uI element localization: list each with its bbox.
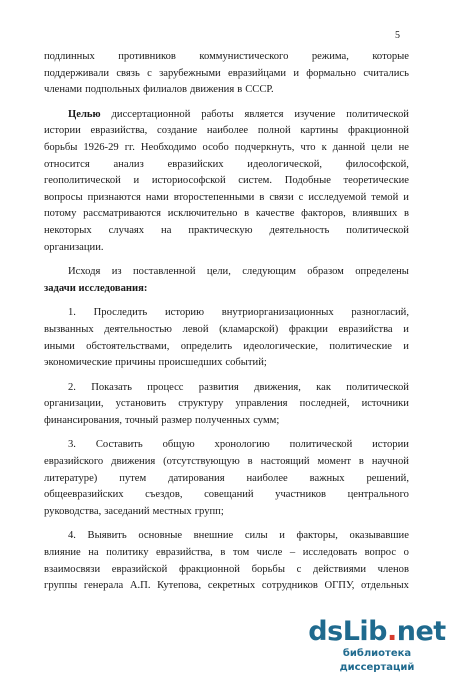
word: деятельность	[269, 224, 330, 236]
word: определить	[180, 340, 233, 352]
word: систем.	[238, 175, 273, 187]
watermark	[308, 616, 446, 673]
word: развития	[198, 381, 239, 393]
text-line	[44, 264, 409, 281]
word: филиалов	[143, 84, 188, 96]
word: местных	[152, 505, 192, 517]
word: вопросы	[44, 191, 83, 203]
word: подпольных	[85, 84, 141, 96]
word: Подобные	[284, 175, 331, 187]
word: момент	[317, 456, 352, 468]
word: внешние	[193, 530, 234, 542]
text-line	[44, 545, 409, 562]
word: образом	[307, 266, 344, 278]
word: 2.	[68, 381, 76, 393]
word: темой	[371, 191, 399, 203]
word: на	[161, 224, 172, 236]
word: признаются	[87, 191, 141, 203]
word: исследовать	[302, 547, 358, 559]
word: членов	[377, 563, 409, 575]
text-line	[44, 380, 409, 397]
word: противников	[118, 51, 176, 62]
word: настоящий	[260, 456, 310, 468]
word: и	[279, 530, 285, 542]
word: нами	[145, 191, 169, 203]
word: последней,	[299, 398, 350, 410]
word: что	[300, 141, 316, 153]
word: геополитической	[44, 175, 121, 187]
text-line	[44, 140, 409, 157]
text-line	[44, 123, 409, 140]
word: источники	[361, 398, 409, 410]
word: евразийства	[338, 323, 393, 335]
word: и	[403, 191, 409, 203]
word: событий;	[225, 357, 267, 369]
word: А.П.	[129, 580, 151, 592]
word: в	[358, 456, 364, 468]
word: философской,	[345, 158, 409, 170]
document-body	[44, 49, 409, 595]
word: факторов,	[301, 208, 346, 220]
word: борьбы	[44, 141, 78, 153]
word: к	[321, 141, 327, 153]
logo-dot: .	[386, 616, 397, 647]
word: 3.	[68, 439, 76, 451]
word: взаимосвязи	[44, 563, 101, 575]
word: путем	[119, 472, 147, 484]
word: на	[88, 547, 99, 559]
word: Кутепова,	[157, 580, 202, 592]
word: СССР.	[245, 84, 274, 96]
word: (кламарской)	[219, 323, 279, 335]
word: евразийства,	[90, 125, 148, 137]
word: цели	[371, 141, 393, 153]
text-line	[44, 504, 409, 521]
text-line	[44, 471, 409, 488]
word: участников	[275, 489, 327, 501]
word: наиболее	[206, 125, 249, 137]
word: Выявить	[87, 530, 127, 542]
word: сотрудников	[261, 580, 318, 592]
word: датирования	[168, 472, 225, 484]
word: секретных	[207, 580, 256, 592]
word: литературе)	[44, 472, 98, 484]
word: оказывавшие	[349, 530, 409, 542]
word: теоретические	[343, 175, 409, 187]
word: некоторых	[44, 224, 92, 236]
word: задачи исследования:	[44, 282, 148, 294]
word: борьбы	[251, 563, 285, 575]
text-line	[44, 305, 409, 322]
word: евразийских	[167, 158, 224, 170]
word: как	[316, 381, 331, 393]
word: о	[403, 547, 409, 559]
word: вопрос	[364, 547, 397, 559]
word: полной	[257, 125, 291, 137]
word: 4.	[68, 530, 76, 542]
text-line	[44, 281, 409, 298]
word: следующим	[242, 266, 296, 278]
word: анализ	[113, 158, 144, 170]
word: данной	[332, 141, 366, 153]
word: поставленной	[132, 266, 196, 278]
word: групп;	[194, 505, 224, 517]
word: историософской	[151, 175, 226, 187]
word: организации,	[44, 398, 104, 410]
word: второстепенными	[173, 191, 255, 203]
word: Проследить	[93, 307, 148, 319]
word: евразийства,	[156, 547, 213, 559]
word: структуру	[178, 398, 224, 410]
word: исключительно	[167, 208, 238, 220]
word: евразийского	[44, 456, 104, 468]
word: научной	[371, 456, 409, 468]
word: финансирования,	[44, 414, 122, 426]
word: подлинных	[44, 51, 95, 62]
word: и	[403, 323, 409, 335]
text-line	[44, 355, 409, 372]
word: политику	[106, 547, 149, 559]
word: установить	[115, 398, 167, 410]
word: движения	[111, 456, 156, 468]
word: создание	[157, 125, 198, 137]
word: цели,	[206, 266, 231, 278]
word: размер	[161, 414, 193, 426]
word: заседаний	[104, 505, 150, 517]
word: режима,	[311, 51, 349, 62]
word: членами	[44, 84, 83, 96]
word: вызванных	[44, 323, 94, 335]
word: действиями	[312, 563, 366, 575]
word: совещаний	[204, 489, 254, 501]
word: истории	[372, 439, 409, 451]
text-line	[44, 562, 409, 579]
word: политической	[346, 224, 409, 236]
word: левой	[182, 323, 209, 335]
word: фракционной	[347, 125, 409, 137]
word: с	[298, 191, 304, 203]
word: связи	[269, 191, 294, 203]
text-line	[44, 223, 409, 240]
word: влияние	[44, 547, 81, 559]
text-line	[44, 107, 409, 124]
word: не	[398, 141, 409, 153]
word: центрального	[347, 489, 409, 501]
word: коммунистического	[199, 51, 289, 62]
word: историю	[164, 307, 204, 319]
text-line	[44, 413, 409, 430]
word: политической	[346, 108, 409, 120]
text-line	[44, 396, 409, 413]
word: в	[237, 84, 243, 96]
word: руководства,	[44, 505, 102, 517]
word: управления	[235, 398, 288, 410]
text-line	[44, 240, 409, 257]
word: Исходя	[68, 266, 101, 278]
word: отдельных	[361, 580, 409, 592]
word: относится	[44, 158, 90, 170]
text-line	[44, 487, 409, 504]
word: особо	[202, 141, 229, 153]
word: Составить	[95, 439, 143, 451]
word: является	[244, 108, 284, 120]
word: евразийцами	[228, 67, 287, 79]
word: движения	[190, 84, 235, 96]
word: Необходимо	[140, 141, 197, 153]
word: (отсутствующую	[163, 456, 240, 468]
word: потому	[44, 208, 77, 220]
word: практическую	[188, 224, 253, 236]
word: Целью	[68, 108, 101, 120]
word: евразийской	[111, 563, 168, 575]
word: политические	[329, 340, 392, 352]
watermark-subtitle: библиотека диссертаций	[339, 648, 415, 673]
word: и	[133, 175, 140, 187]
word: общую	[162, 439, 195, 451]
word: зарубежными	[159, 67, 221, 79]
word: экономические	[44, 357, 113, 369]
word: и	[293, 67, 299, 79]
word: процесс	[147, 381, 184, 393]
word: организации.	[44, 241, 104, 253]
word: генерала	[83, 580, 124, 592]
text-line	[44, 578, 409, 595]
word: с	[147, 67, 152, 79]
word: важных	[309, 472, 345, 484]
word: фракционной	[178, 563, 240, 575]
word: которые	[372, 51, 409, 62]
word: силы	[244, 530, 268, 542]
word: политической	[289, 439, 353, 451]
word: качестве	[255, 208, 295, 220]
word: работы	[201, 108, 234, 120]
word: общеевразийских	[44, 489, 124, 501]
word: –	[289, 547, 296, 559]
word: хронологию	[214, 439, 270, 451]
word: группы	[44, 580, 78, 592]
word: иными	[44, 340, 75, 352]
word: с	[296, 563, 302, 575]
word: деятельностью	[104, 323, 172, 335]
word: обстоятельствами,	[86, 340, 170, 352]
word: съездов,	[145, 489, 183, 501]
word: влиявших	[352, 208, 398, 220]
text-line	[44, 206, 409, 223]
word: полученных	[195, 414, 251, 426]
word: политической	[346, 381, 409, 393]
word: происшедших	[158, 357, 223, 369]
word: рассматриваются	[83, 208, 161, 220]
word: в	[220, 547, 226, 559]
word: в	[244, 208, 250, 220]
text-line	[44, 173, 409, 190]
word: 1.	[68, 307, 76, 319]
word: ОГПУ,	[324, 580, 355, 592]
word: исследуемой	[308, 191, 367, 203]
text-line	[44, 339, 409, 356]
word: причины	[115, 357, 156, 369]
word: и	[403, 340, 409, 352]
text-line	[44, 49, 409, 66]
word: 1926-29	[83, 141, 119, 153]
word: считались	[363, 67, 409, 79]
word: подчеркнуть,	[234, 141, 295, 153]
text-line	[44, 190, 409, 207]
text-line	[44, 82, 409, 99]
word: том	[232, 547, 250, 559]
word: основные	[138, 530, 183, 542]
word: формально	[306, 67, 357, 79]
word: определены	[355, 266, 409, 278]
text-line	[44, 322, 409, 339]
text-line	[44, 528, 409, 545]
word: точный	[124, 414, 159, 426]
word: решений,	[366, 472, 409, 484]
word: идеологической,	[247, 158, 323, 170]
word: идеологические,	[243, 340, 319, 352]
text-line	[44, 454, 409, 471]
page-number: 5	[395, 30, 400, 41]
word: гг.	[124, 141, 135, 153]
word: истории	[44, 125, 81, 137]
word: случаях	[108, 224, 145, 236]
word: в	[247, 456, 253, 468]
watermark-logo: dsLib.net	[308, 616, 446, 647]
text-line	[44, 157, 409, 174]
word: изучение	[294, 108, 336, 120]
word: движения,	[254, 381, 301, 393]
word: фракции	[288, 323, 328, 335]
word: картины	[300, 125, 339, 137]
word: в	[259, 191, 265, 203]
word: связь	[116, 67, 140, 79]
text-line	[44, 66, 409, 83]
text-line	[44, 437, 409, 454]
word: сумм;	[253, 414, 280, 426]
word: числе	[256, 547, 283, 559]
word: в	[403, 208, 409, 220]
word: разногласий,	[351, 307, 409, 319]
word: наиболее	[246, 472, 288, 484]
word: Показать	[91, 381, 132, 393]
word: из	[111, 266, 122, 278]
word: поддерживали	[44, 67, 110, 79]
word: диссертационной	[111, 108, 191, 120]
word: факторы,	[296, 530, 338, 542]
word: внутриорганизационных	[221, 307, 334, 319]
